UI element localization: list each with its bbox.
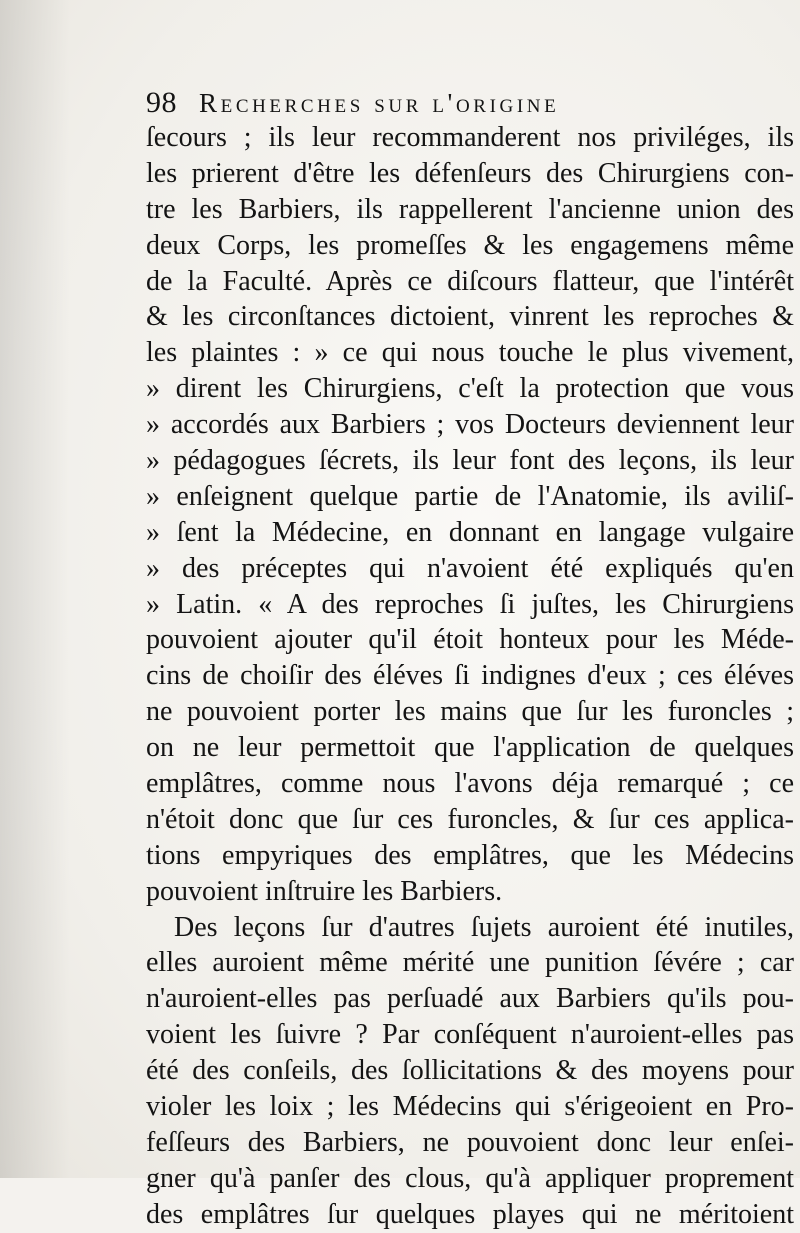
text-line: été des conſeils, des ſollicitations & des moyens pour [146, 1055, 794, 1087]
text-line: n'étoit donc que ſur ces furoncles, & ſur ces applica- [146, 803, 794, 835]
text-line: ſecours ; ils leur recommanderent nos priviléges, ils [146, 122, 794, 153]
text-line: tions empyriques des emplâtres, que les Médecins [146, 839, 794, 871]
text-line: elles auroient même mérité une punition ſévére ; car [146, 947, 794, 979]
text-line: feſſeurs des Barbiers, ne pouvoient donc leur enſei- [146, 1126, 794, 1158]
text-line: » des préceptes qui n'avoient été expliqués qu'en [146, 552, 794, 584]
text-line: ne pouvoient porter les mains que ſur les furoncles ; [146, 696, 794, 728]
text-line: tre les Barbiers, ils rappellerent l'ancienne union des [146, 193, 794, 225]
text-line: » enſeignent quelque partie de l'Anatomie, ils aviliſ- [146, 480, 794, 512]
page-header [146, 86, 706, 122]
text-line: » accordés aux Barbiers ; vos Docteurs deviennent leur [146, 409, 794, 441]
gutter-shadow [0, 0, 70, 1178]
text-line: » ſent la Médecine, en donnant en langage vulgaire [146, 516, 794, 548]
text-line: pouvoient inſtruire les Barbiers. [146, 875, 503, 907]
text-line: » pédagogues ſécrets, ils leur font des leçons, ils leur [146, 445, 794, 477]
text-line: emplâtres, comme nous l'avons déja remarqué ; ce [146, 768, 794, 800]
text-line: cins de choiſir des éléves ſi indignes d'eux ; ces éléves [146, 660, 794, 692]
text-line: de la Faculté. Après ce diſcours flatteur, que l'intérêt [146, 265, 794, 297]
text-line: Des leçons ſur d'autres ſujets auroient été inutiles, [174, 911, 794, 943]
text-line: des emplâtres ſur quelques playes qui ne méritoient [146, 1198, 794, 1230]
running-head: Recherches sur l'origine [199, 88, 560, 118]
text-line: n'auroient-elles pas perſuadé aux Barbiers qu'ils pou- [146, 983, 794, 1015]
text-line: deux Corps, les promeſſes & les engagemens même [146, 229, 794, 261]
text-line: on ne leur permettoit que l'application de quelques [146, 732, 794, 764]
text-line: gner qu'à panſer des clous, qu'à appliquer proprement [146, 1162, 794, 1194]
text-line: voient les ſuivre ? Par conſéquent n'auroient-elles pas [146, 1019, 794, 1051]
body-text [146, 120, 794, 1233]
text-line: pouvoient ajouter qu'il étoit honteux pour les Méde- [146, 624, 794, 656]
text-line: » Latin. « A des reproches ſi juſtes, les Chirurgiens [146, 588, 794, 620]
text-line: violer les loix ; les Médecins qui s'érigeoient en Pro- [146, 1091, 794, 1123]
text-line: & les circonſtances dictoient, vinrent les reproches & [146, 301, 794, 333]
text-line: les prierent d'être les défenſeurs des Chirurgiens con- [146, 157, 794, 189]
page-number: 98 [146, 86, 177, 119]
text-line: les plaintes : » ce qui nous touche le plus vivement, [146, 337, 794, 369]
text-line: » dirent les Chirurgiens, c'eſt la protection que vous [146, 373, 794, 405]
